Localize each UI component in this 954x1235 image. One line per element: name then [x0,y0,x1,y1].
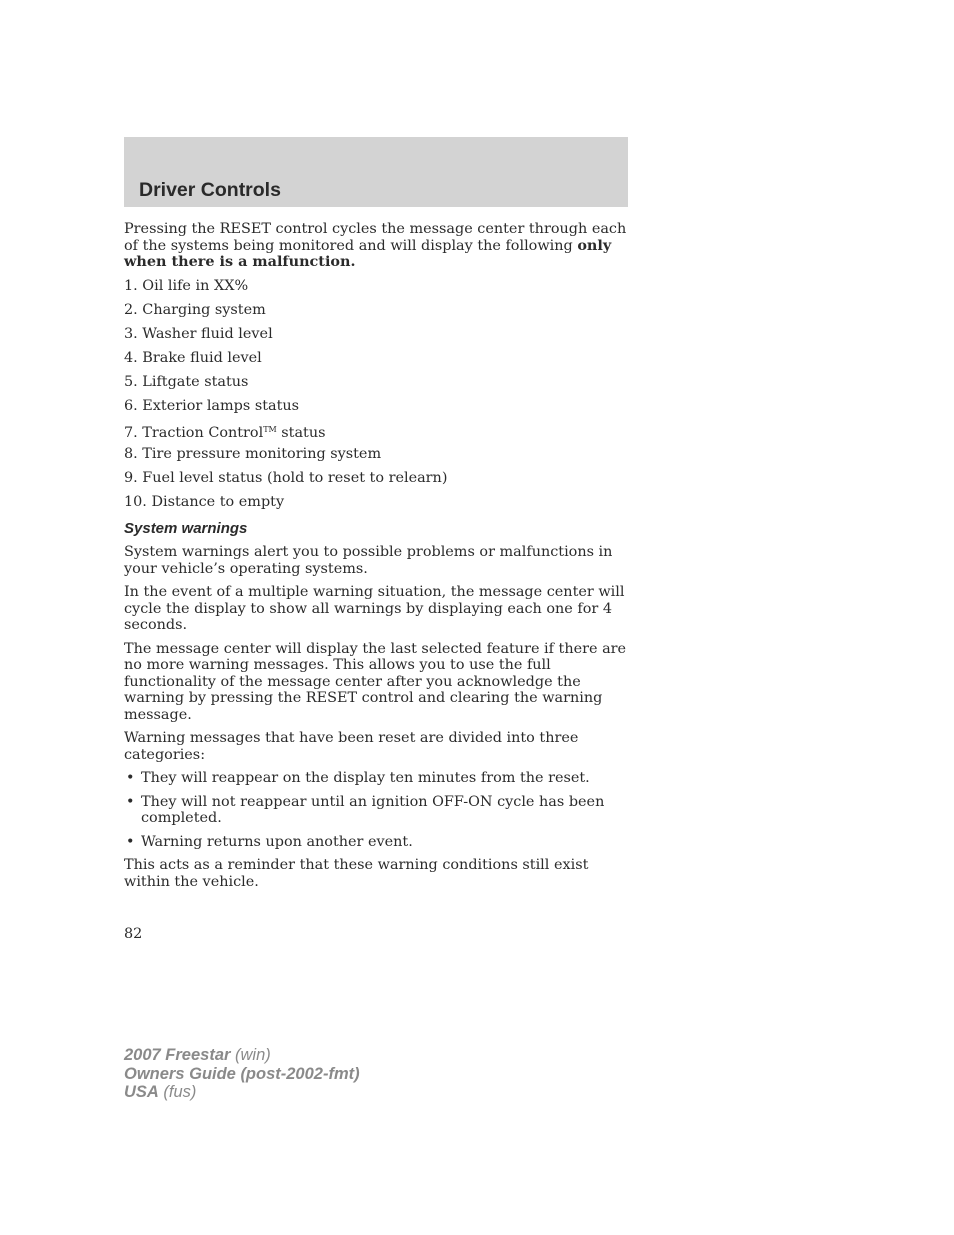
intro-text: Pressing the RESET control cycles the message center through each of the systems being monitored and will display the following [124,221,627,254]
bullet-icon: • [126,770,135,786]
bullet-text: They will reappear on the display ten minutes from the reset. [141,770,590,786]
list-item: 5. Liftgate status [124,373,249,390]
footer-region-code: (fus) [158,1083,197,1101]
footer-line-model [124,1046,360,1065]
list-item: 10. Distance to empty [124,493,285,510]
paragraph: In the event of a multiple warning situation, the message center will cycle the display to show all warnings by displaying each one for 4 seconds. [124,584,625,633]
bullet-text: They will not reappear until an ignition OFF-ON cycle has been completed. [141,793,605,826]
traction-control-label: 7. Traction Control [124,424,264,441]
paragraph: Warning messages that have been reset are divided into three categories: [124,730,579,763]
footer-region: USA [124,1083,159,1101]
footer-line-region [124,1083,360,1102]
section-heading: System warnings [124,519,248,537]
list-item: 1. Oil life in XX% [124,277,249,294]
section-title: Driver Controls [139,179,281,201]
paragraph: The message center will display the last selected feature if there are no more warning messages. This allows you to use the full functionality of the message center after you acknowledge the warning by pressing the RESET control and clearing the warning message. [124,640,627,723]
list-item: 4. Brake fluid level [124,349,262,366]
warning-categories-list [124,770,628,850]
paragraph: System warnings alert you to possible problems or malfunctions in your vehicle’s operating systems. [124,544,613,577]
trademark-symbol: TM [263,424,277,434]
list-item: 9. Fuel level status (hold to reset to relearn) [124,469,448,486]
bullet-text: Warning returns upon another event. [141,833,413,850]
page-number: 82 [124,926,143,942]
intro-bold-text: only when there is a malfunction. [124,236,612,270]
list-item-traction-control [124,422,628,446]
closing-paragraph: This acts as a reminder that these warning conditions still exist within the vehicle. [124,857,589,890]
footer-model-code: (win) [230,1046,271,1064]
list-item: 2. Charging system [124,301,266,318]
traction-control-suffix: status [276,424,326,441]
bullet-item [124,834,628,851]
footer-line-guide: Owners Guide (post-2002-fmt) [124,1064,360,1083]
bullet-item [124,770,628,787]
section-header-band [124,137,628,207]
footer-model-year: 2007 Freestar [124,1046,231,1064]
list-item: 8. Tire pressure monitoring system [124,445,382,462]
page-content [124,221,628,897]
list-item: 6. Exterior lamps status [124,397,300,414]
document-footer [124,1046,360,1102]
bullet-icon: • [126,793,135,810]
intro-paragraph [124,221,628,271]
list-item: 3. Washer fluid level [124,325,273,342]
monitored-systems-list [124,278,628,518]
bullet-item [124,794,628,827]
bullet-icon: • [126,833,135,850]
